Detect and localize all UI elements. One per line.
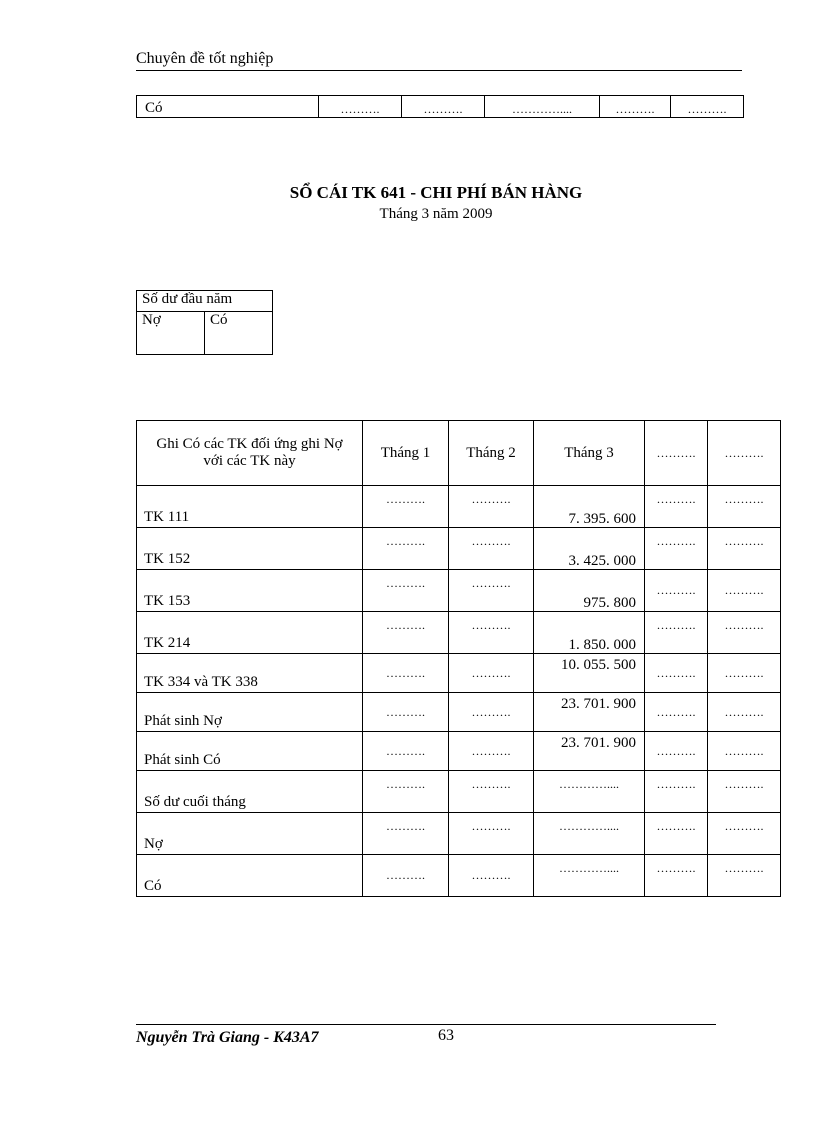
table-cell: ……….	[449, 570, 534, 612]
table-row	[137, 570, 781, 612]
row-label: TK 152	[137, 528, 363, 570]
table-cell: ……….	[363, 732, 449, 771]
table-row	[137, 312, 273, 355]
column-header-month-2: Tháng 2	[449, 421, 534, 486]
row-label: TK 334 và TK 338	[137, 654, 363, 693]
column-header-extra-2: ……….	[708, 421, 781, 486]
table-cell: ……….	[363, 693, 449, 732]
table-cell: ……….	[449, 654, 534, 693]
table-cell: ……….	[708, 528, 781, 570]
table-cell: ……….	[645, 486, 708, 528]
table-cell: ……….	[449, 528, 534, 570]
table-cell: ……….	[645, 855, 708, 897]
table-cell: ……….	[645, 813, 708, 855]
page-number: 63	[438, 1027, 454, 1044]
column-header-month-3: Tháng 3	[534, 421, 645, 486]
table-row	[137, 291, 273, 312]
amount-text: 23. 701. 900	[561, 735, 636, 751]
table-cell: ……….	[363, 654, 449, 693]
table-cell: …………....	[534, 813, 645, 855]
column-header-extra-1: ……….	[645, 421, 708, 486]
table-cell: ……….	[449, 813, 534, 855]
column-header-account: Ghi Có các TK đối ứng ghi Nợ với các TK này	[137, 421, 363, 486]
table-cell: ……….	[708, 570, 781, 612]
table-cell-amount: 7. 395. 600	[534, 486, 645, 528]
table-cell: ……….	[449, 855, 534, 897]
table-header-row	[137, 421, 781, 486]
table-cell: ……….	[708, 693, 781, 732]
row-label: Có	[137, 855, 363, 897]
row-label: Phát sinh Nợ	[137, 693, 363, 732]
table-row	[137, 732, 781, 771]
table-cell: ……….	[645, 693, 708, 732]
table-cell: ……….	[363, 813, 449, 855]
table-row	[137, 693, 781, 732]
table-cell: ……….	[600, 96, 671, 118]
table-cell: ……….	[449, 732, 534, 771]
table-cell: ……….	[708, 732, 781, 771]
table-cell: ……….	[363, 528, 449, 570]
table-row	[137, 96, 744, 118]
table-cell: ……….	[708, 654, 781, 693]
footer-divider	[136, 1024, 716, 1025]
table-row	[137, 654, 781, 693]
table-cell: ……….	[449, 771, 534, 813]
amount-text: 10. 055. 500	[561, 657, 636, 673]
table-cell: ……….	[645, 612, 708, 654]
ledger-title: SỔ CÁI TK 641 - CHI PHÍ BÁN HÀNG	[289, 183, 583, 202]
table-cell: ……….	[671, 96, 744, 118]
row-label: TK 214	[137, 612, 363, 654]
table-cell: ……….	[363, 855, 449, 897]
table-cell: …………....	[534, 855, 645, 897]
table-cell-amount	[534, 693, 645, 732]
table-row	[137, 855, 781, 897]
table-cell: ……….	[645, 771, 708, 813]
table-cell: ……….	[363, 570, 449, 612]
table-row	[137, 528, 781, 570]
table-cell: ……….	[708, 486, 781, 528]
table-row	[137, 813, 781, 855]
row-label: Nợ	[137, 813, 363, 855]
table-cell: ……….	[449, 486, 534, 528]
opening-balance-table	[136, 290, 273, 355]
table-row	[137, 612, 781, 654]
table-cell: ……….	[402, 96, 485, 118]
row-label: TK 153	[137, 570, 363, 612]
amount-text: 23. 701. 900	[561, 696, 636, 712]
table-cell: ……….	[645, 654, 708, 693]
ledger-table	[136, 420, 781, 897]
document-header-title: Chuyên đề tốt nghiệp	[136, 50, 274, 67]
table-cell-amount: 1. 850. 000	[534, 612, 645, 654]
table-cell: ……….	[363, 612, 449, 654]
table-cell: ……….	[645, 570, 708, 612]
column-header-month-1: Tháng 1	[363, 421, 449, 486]
table-cell: ……….	[363, 486, 449, 528]
row-label: Có	[137, 96, 319, 118]
table-cell: …………....	[534, 771, 645, 813]
table-cell: ……….	[363, 771, 449, 813]
table-cell-amount: 3. 425. 000	[534, 528, 645, 570]
header-divider	[136, 70, 742, 71]
table-cell: ……….	[708, 855, 781, 897]
row-label: Số dư cuối tháng	[137, 771, 363, 813]
row-label: TK 111	[137, 486, 363, 528]
table-cell-amount: 975. 800	[534, 570, 645, 612]
table-cell: ……….	[708, 813, 781, 855]
table-cell: ……….	[449, 693, 534, 732]
table-cell-amount	[534, 732, 645, 771]
table-cell: ……….	[645, 528, 708, 570]
opening-balance-debit: Nợ	[137, 312, 205, 355]
table-cell: ……….	[319, 96, 402, 118]
table-row	[137, 486, 781, 528]
table-cell: ……….	[449, 612, 534, 654]
table-cell: ……….	[708, 612, 781, 654]
table-cell-amount	[534, 654, 645, 693]
table-cell: ……….	[708, 771, 781, 813]
table-row	[137, 771, 781, 813]
row-label: Phát sinh Có	[137, 732, 363, 771]
table-cell: …………....	[485, 96, 600, 118]
footer-author: Nguyễn Trà Giang - K43A7	[136, 1029, 319, 1046]
carryover-table	[136, 95, 744, 118]
opening-balance-header: Số dư đầu năm	[137, 291, 273, 312]
table-cell: ……….	[645, 732, 708, 771]
ledger-subtitle: Tháng 3 năm 2009	[379, 206, 493, 222]
opening-balance-credit: Có	[205, 312, 273, 355]
